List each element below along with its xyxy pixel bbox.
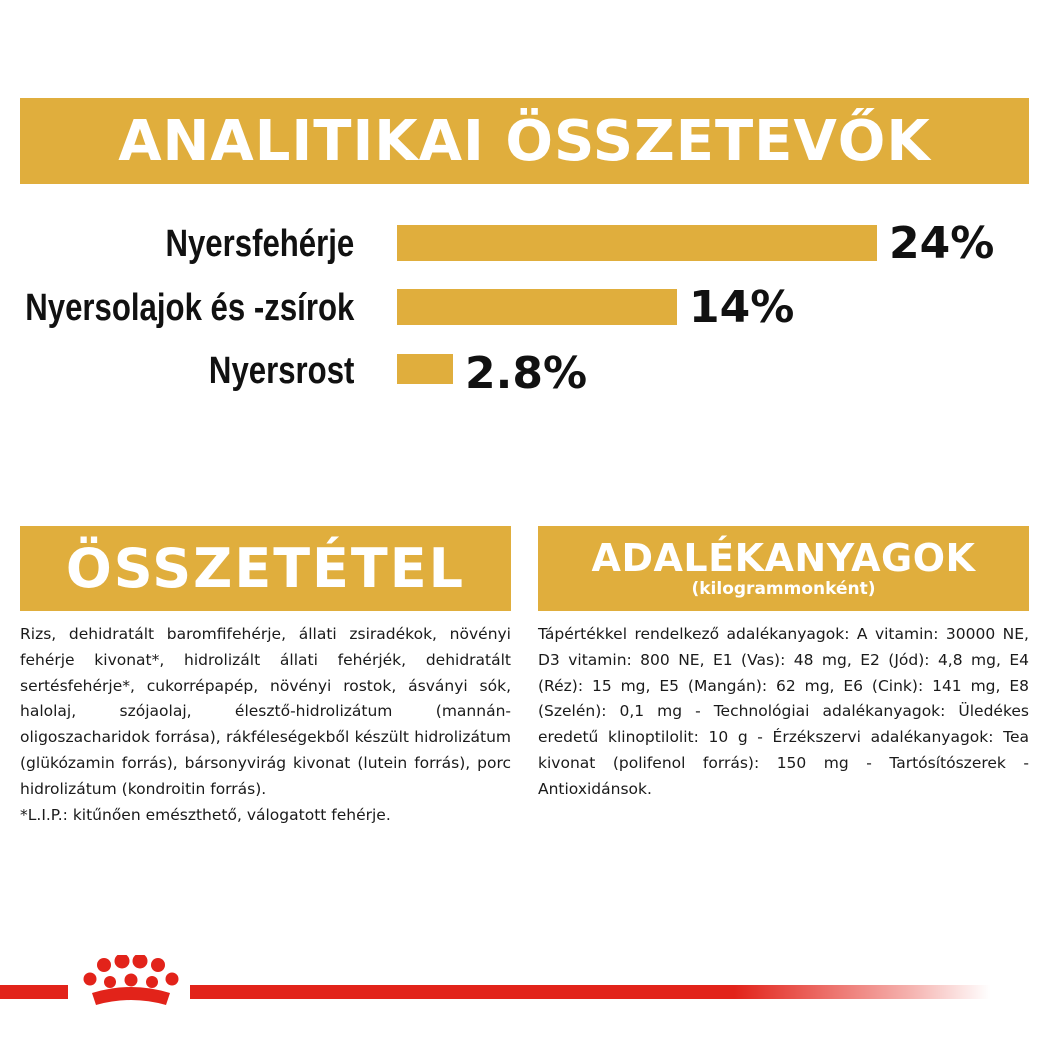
analytic-label-fiber: Nyersrost <box>208 350 354 392</box>
royal-canin-crown-icon <box>70 955 190 1015</box>
composition-text: Rizs, dehidratált baromfifehérje, állati zsiradékok, növényi fehérje kivonat*, hidrolizált állati fehérjék, dehidratált sertésfehérje*, cukorrépapép, növényi rostok, ásványi sók, halolaj, szójaolaj, élesztő-hidrolizátum (mannán-oligoszacharidok forrása), rákféleségekből készült hidrolizátum (glükózamin forrás), bársonyvirág kivonat (lutein forrás), porc hidrolizátum (kondroitin forrás). <box>20 625 511 798</box>
analytics-title: ANALITIKAI ÖSSZETEVŐK <box>118 108 931 174</box>
analytic-bar-protein <box>397 225 877 261</box>
composition-title: ÖSSZETÉTEL <box>65 536 466 600</box>
additives-subtitle: (kilogrammonként) <box>691 579 876 599</box>
composition-header <box>20 526 511 611</box>
analytic-value-protein: 24% <box>889 218 995 269</box>
composition-note: *L.I.P.: kitűnően emészthető, válogatott fehérje. <box>20 805 391 824</box>
analytic-label-protein: Nyersfehérje <box>165 223 354 265</box>
footer-red-line-right <box>190 985 990 999</box>
additives-title: ADALÉKANYAGOK <box>591 536 976 580</box>
composition-body <box>20 622 511 828</box>
additives-body <box>538 622 1029 803</box>
analytic-bar-fiber <box>397 354 453 384</box>
analytics-chart <box>0 0 1049 420</box>
analytic-value-fat: 14% <box>689 282 795 333</box>
analytic-bar-fat <box>397 289 677 325</box>
analytic-value-fiber: 2.8% <box>465 348 588 399</box>
additives-text: Tápértékkel rendelkező adalékanyagok: A vitamin: 30000 NE, D3 vitamin: 800 NE, E1 (Vas): 48 mg, E2 (Jód): 4,8 mg, E4 (Réz): 15 mg, E5 (Mangán): 62 mg, E6 (Cink): 141 mg, E8 (Szelén): 0,1 mg - Technológiai adalékanyagok: Üledékes eredetű klinoptilolit: 10 g - Érzékszervi adalékanyagok: Tea kivonat (polifenol forrás): 150 mg - Tartósítószerek - Antioxidánsok. <box>538 625 1029 798</box>
footer-red-line-left <box>0 985 68 999</box>
analytic-label-fat: Nyersolajok és -zsírok <box>24 287 354 329</box>
additives-header <box>538 526 1029 611</box>
